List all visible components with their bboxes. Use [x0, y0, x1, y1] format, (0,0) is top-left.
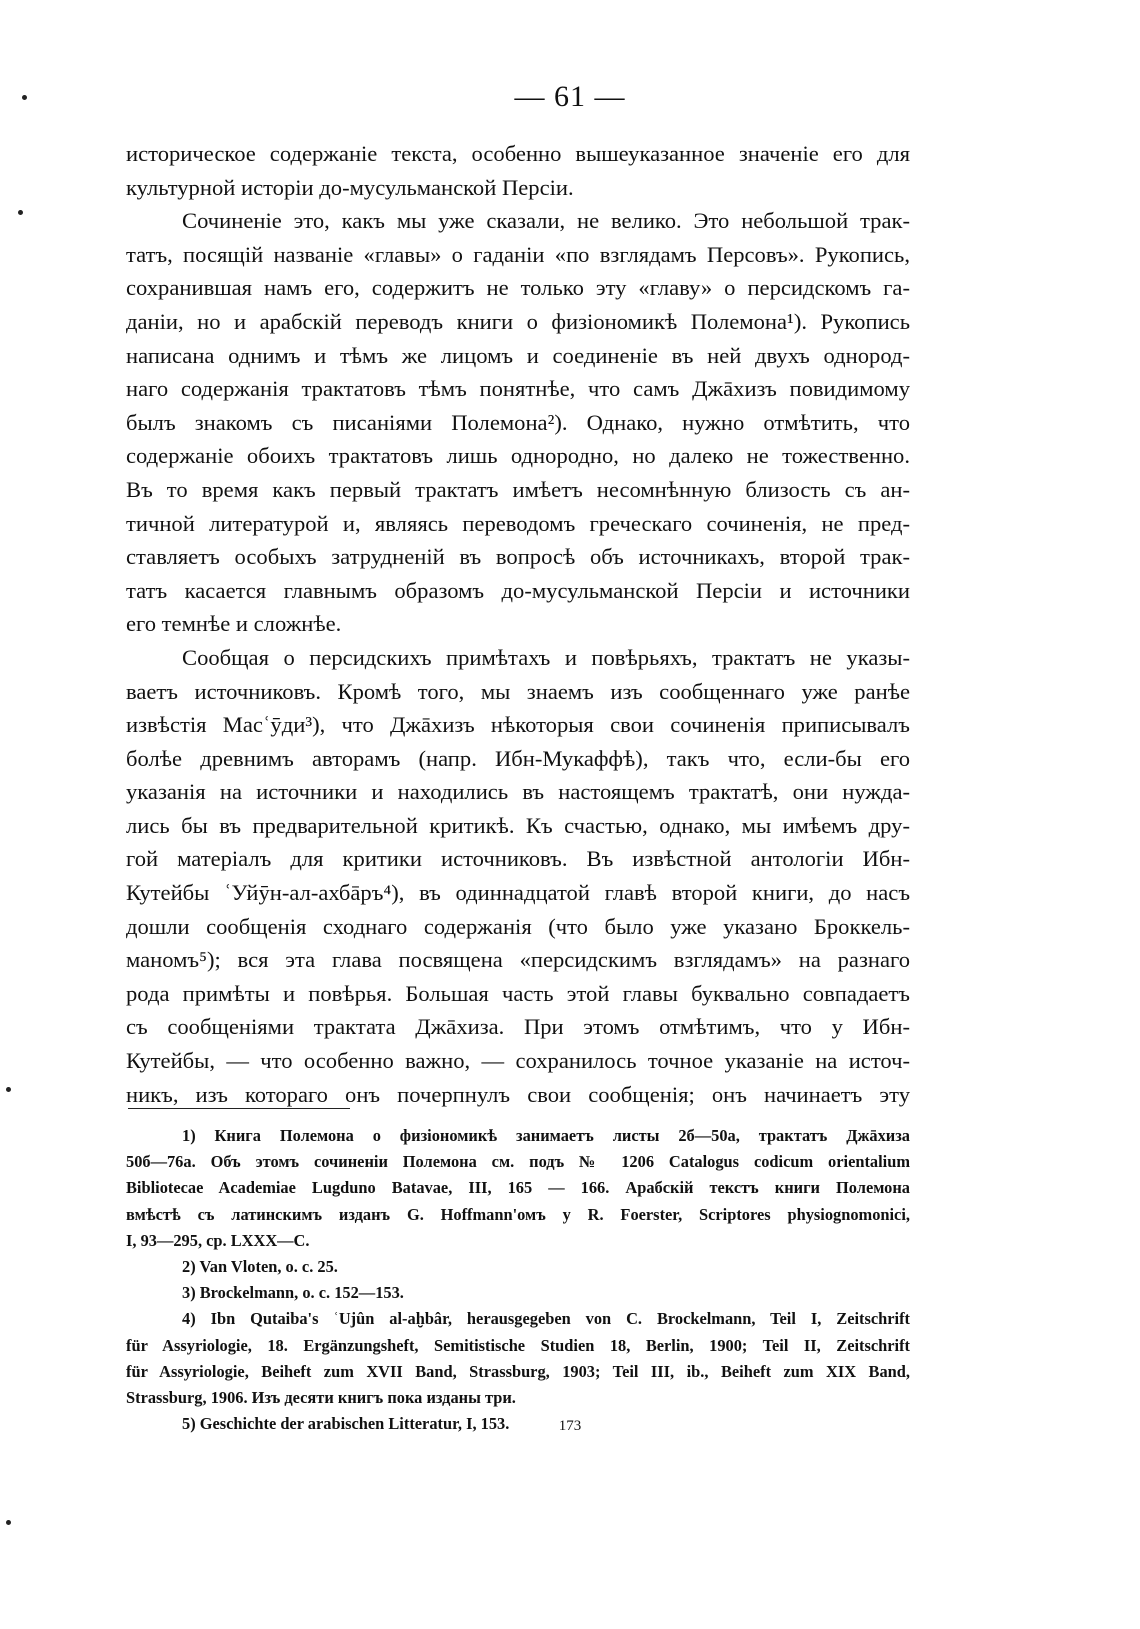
- scan-speck: [18, 210, 23, 215]
- body-line: ваетъ источниковъ. Кромѣ того, мы знаемъ изъ сообщеннаго уже ранѣе: [126, 678, 910, 704]
- body-line: лись бы въ предварительной критикѣ. Къ счастью, однако, мы имѣемъ дру-: [126, 812, 910, 838]
- body-line: культурной исторіи до-мусульманской Персіи.: [126, 174, 574, 200]
- footnote-line: вмѣстѣ съ латинскимъ изданъ G. Hoffmann'омъ у R. Foerster, Scriptores physiognomonici,: [126, 1204, 910, 1224]
- footnote-line: Bibliotecae Academiae Lugduno Batavae, III, 165 — 166. Арабскій текстъ книги Полемона: [126, 1178, 910, 1198]
- body-line: Кутейбы ʿУйӯн-ал-ахбāръ⁴), въ одиннадцатой главѣ второй книги, до насъ: [126, 880, 910, 906]
- body-line: написана однимъ и тѣмъ же лицомъ и соединеніе въ ней двухъ однород-: [126, 342, 910, 368]
- body-line: Сообщая о персидскихъ примѣтахъ и повѣрьяхъ, трактатъ не указы-: [182, 644, 910, 670]
- body-line: содержаніе обоихъ трактатовъ лишь однородно, но далеко не тожественно.: [126, 443, 910, 469]
- footnote-line: 5) Geschichte der arabischen Litteratur, I, 153.: [182, 1414, 510, 1434]
- body-line: даніи, но и арабскій переводъ книги о физіономикѣ Полемона¹). Рукопись: [126, 308, 910, 334]
- body-line: рода примѣты и повѣрья. Большая часть этой главы буквально совпадаетъ: [126, 980, 910, 1006]
- footnote-line: Strassburg, 1906. Изъ десяти книгъ пока изданы три.: [126, 1388, 516, 1408]
- body-line: съ сообщеніями трактата Джāхиза. При этомъ отмѣтимъ, что у Ибн-: [126, 1014, 910, 1040]
- body-line: маномъ⁵); вся эта глава посвящена «персидскимъ взглядамъ» на разнаго: [126, 947, 910, 973]
- footnote-line: 2) Van Vloten, o. c. 25.: [182, 1257, 338, 1277]
- footnote-line: 50б—76а. Объ этомъ сочиненіи Полемона см. подъ № 1206 Catalogus codicum orientalium: [126, 1152, 910, 1172]
- body-line: Сочиненіе это, какъ мы уже сказали, не велико. Это небольшой трак-: [182, 208, 910, 234]
- page-number: — 61 —: [514, 80, 626, 113]
- body-line: татъ касается главнымъ образомъ до-мусульманской Персіи и источники: [126, 577, 910, 603]
- footnote-line: 1) Книга Полемона о физіономикѣ занимаетъ листы 2б—50а, трактатъ Джāхиза: [182, 1126, 910, 1145]
- body-line: никъ, изъ котораго онъ почерпнулъ свои сообщенія; онъ начинаетъ эту: [126, 1081, 910, 1107]
- scan-speck: [6, 1520, 11, 1525]
- body-line: ставляетъ особыхъ затрудненій въ вопросѣ объ источникахъ, второй трак-: [126, 544, 910, 570]
- body-line: извѣстія Масʿӯди³), что Джāхизъ нѣкоторыя свои сочиненія приписывалъ: [126, 712, 910, 738]
- body-line: наго содержанія трактатовъ тѣмъ понятнѣе, что самъ Джāхизъ повидимому: [126, 376, 910, 402]
- footnote-line: I, 93—295, ср. LXXX—C.: [126, 1230, 310, 1250]
- footnote-line: 4) Ibn Qutaiba's ʿUjûn al-aḫbâr, herausgegeben von C. Brockelmann, Teil I, Zeitschrift: [182, 1309, 910, 1329]
- body-line: гой матеріалъ для критики источниковъ. Въ извѣстной антологіи Ибн-: [126, 846, 910, 872]
- body-line: сохранившая намъ его, содержитъ не только эту «главу» о персидскомъ га-: [126, 275, 910, 301]
- body-line: Кутейбы, — что особенно важно, — сохранилось точное указаніе на источ-: [126, 1048, 910, 1074]
- scan-speck: [6, 1087, 11, 1092]
- body-line: указанія на источники и находились въ настоящемъ трактатѣ, они нужда-: [126, 779, 910, 805]
- scan-speck: [22, 95, 27, 100]
- body-line: татъ, посящій названіе «главы» о гаданіи «по взглядамъ Персовъ». Рукопись,: [126, 241, 910, 267]
- body-line: Въ то время какъ первый трактатъ имѣетъ несомнѣнную близость съ ан-: [126, 476, 910, 502]
- footnote-line: 3) Brockelmann, o. c. 152—153.: [182, 1283, 404, 1303]
- footnotes: [126, 1123, 910, 1437]
- body-text: [126, 137, 910, 1111]
- body-line: дошли сообщенія сходнаго содержанія (что было уже указано Броккель-: [126, 913, 910, 939]
- body-line: его темнѣе и сложнѣе.: [126, 611, 342, 637]
- footnote-divider: [128, 1108, 350, 1109]
- signature-mark: 173: [558, 1418, 582, 1434]
- footnote-line: für Assyriologie, Beiheft zum XVII Band, Strassburg, 1903; Teil III, ib., Beiheft zum XIX Band,: [126, 1361, 910, 1381]
- body-line: былъ знакомъ съ писаніями Полемона²). Однако, нужно отмѣтить, что: [126, 409, 910, 435]
- body-line: болѣе древнимъ авторамъ (напр. Ибн-Мукаффѣ), такъ что, если-бы его: [126, 745, 910, 771]
- body-line: историческое содержаніе текста, особенно вышеуказанное значеніе его для: [126, 141, 910, 166]
- body-line: тичной литературой и, являясь переводомъ греческаго сочиненія, не пред-: [126, 510, 910, 536]
- footnote-line: für Assyriologie, 18. Ergänzungsheft, Semitistische Studien 18, Berlin, 1900; Teil II, Zeitschrift: [126, 1335, 910, 1355]
